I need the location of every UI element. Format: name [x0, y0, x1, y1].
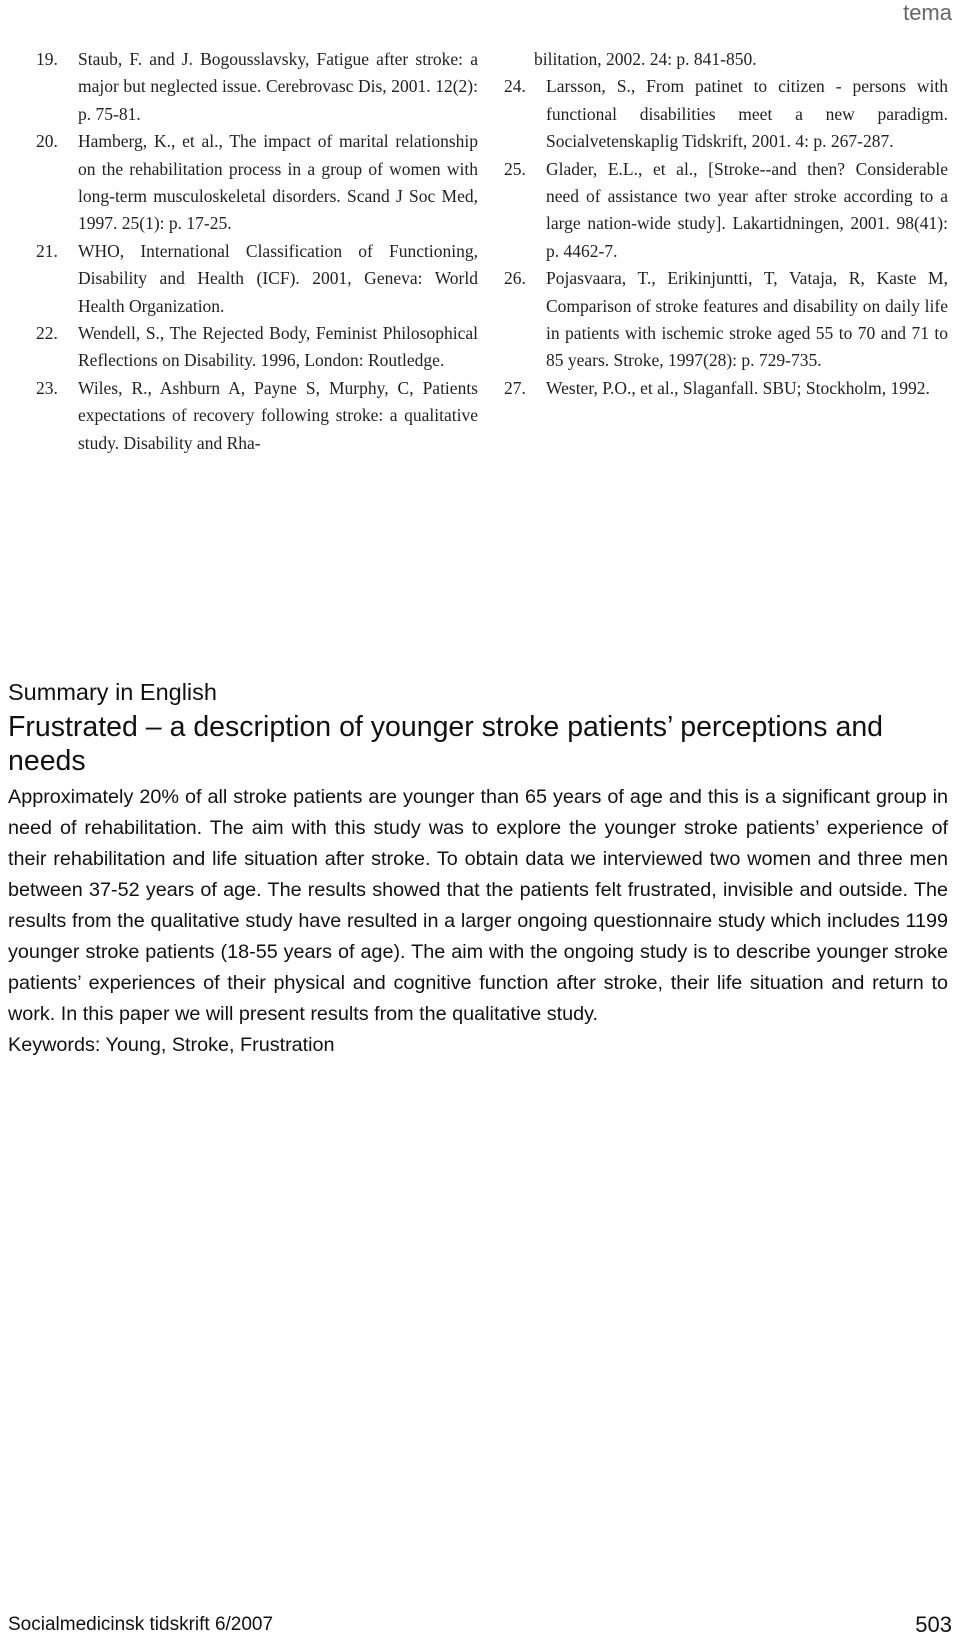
english-summary	[8, 676, 948, 1061]
summary-body: Approximately 20% of all stroke patients are younger than 65 years of age and this is a significant group in need of rehabilitation. The aim with this study was to explore the younger stroke patients’ experience of their rehabilitation and life situation after stroke. To obtain data we interviewed two women and three men between 37-52 years of age. The results showed that the patients felt frustrated, invisible and outside. The results from the qualitative study have resulted in a larger ongoing questionnaire study which includes 1199 younger stroke patients (18-55 years of age). The aim with the ongoing study is to describe younger stroke patients’ experiences of their physical and cognitive function after stroke, their life situation and return to work. In this paper we will present results from the qualitative study.	[8, 786, 948, 1025]
reference-text: Wendell, S., The Rejected Body, Feminist Philosophical Reflections on Disability. 1996, London: Routledge.	[78, 323, 478, 371]
footer-journal-name: Socialmedicinsk tidskrift 6/2007	[8, 1614, 274, 1635]
reference-number: 20.	[36, 131, 58, 152]
reference-continuation	[504, 46, 948, 73]
reference-item	[504, 73, 948, 155]
reference-item	[504, 375, 948, 402]
reference-item	[36, 46, 478, 128]
reference-item	[504, 265, 948, 375]
reference-text: Wiles, R., Ashburn A, Payne S, Murphy, C, Patients expectations of recovery following stroke: a qualitative study. Disability and Rha-	[78, 377, 478, 453]
reference-number: 22.	[36, 323, 58, 344]
reference-item	[504, 156, 948, 266]
reference-text: Staub, F. and J. Bogousslavsky, Fatigue after stroke: a major but neglected issue. Cerebrovasc Dis, 2001. 12(2): p. 75-81.	[78, 49, 478, 124]
reference-text: Glader, E.L., et al., [Stroke--and then? Considerable need of assistance two year after stroke according to a large nation-wide study]. Lakartidningen, 2001. 98(41): p. 4462-7.	[546, 158, 948, 261]
section-tag: tema	[903, 0, 952, 25]
page-number: 503	[915, 1612, 952, 1637]
reference-text: Wester, P.O., et al., Slaganfall. SBU; Stockholm, 1992.	[546, 377, 930, 398]
reference-text: Pojasvaara, T., Erikinjuntti, T, Vataja, R, Kaste M, Comparison of stroke features and disability on daily life in patients with ischemic stroke aged 55 to 70 and 71 to 85 years. Stroke, 1997(28): p. 729-735.	[546, 268, 948, 371]
reference-item	[36, 320, 478, 375]
reference-number: 21.	[36, 240, 58, 261]
reference-number: 26.	[504, 268, 526, 289]
reference-text: Hamberg, K., et al., The impact of marital relationship on the rehabilitation process in a group of women with long-term musculoskeletal disorders. Scand J Soc Med, 1997. 25(1): p. 17-25.	[78, 131, 478, 234]
reference-list-right	[504, 46, 948, 402]
summary-heading: Summary in English	[8, 679, 217, 705]
summary-title: Frustrated – a description of younger stroke patients’ perceptions and needs	[8, 711, 884, 777]
reference-list-left	[36, 46, 478, 457]
reference-text: Larsson, S., From patinet to citizen - persons with functional disabilities meet a new paradigm. Socialvetenskaplig Tidskrift, 2001. 4: p. 267-287.	[546, 76, 948, 152]
reference-number: 24.	[504, 76, 526, 97]
reference-number: 19.	[36, 49, 58, 69]
summary-keywords: Keywords: Young, Stroke, Frustration	[8, 1034, 335, 1056]
reference-number: 23.	[36, 377, 58, 398]
reference-text: WHO, International Classification of Functioning, Disability and Health (ICF). 2001, Geneva: World Health Organization.	[78, 240, 478, 316]
reference-item	[36, 128, 478, 238]
reference-number: 27.	[504, 377, 526, 398]
reference-number: 25.	[504, 158, 526, 179]
reference-text: bilitation, 2002. 24: p. 841-850.	[534, 49, 757, 69]
reference-item	[36, 238, 478, 320]
reference-item	[36, 375, 478, 457]
